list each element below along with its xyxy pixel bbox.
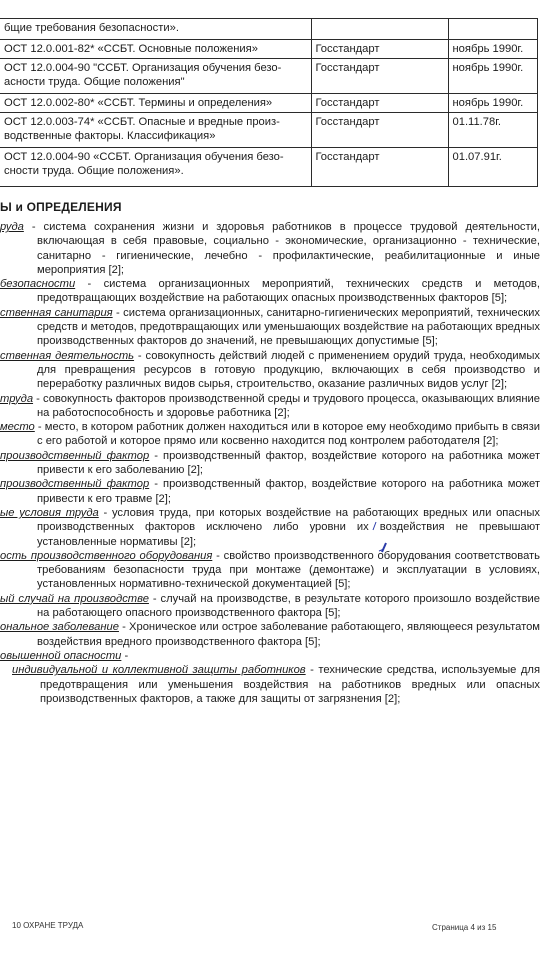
definition-item: [0, 449, 540, 478]
table-row: [0, 148, 537, 187]
definition-text: - случай на производстве, в результате которого произошло воздействие на работающего опасного производственного фактора [5];: [37, 592, 541, 620]
definitions-list: [0, 220, 540, 706]
definition-text: -: [121, 649, 129, 662]
table-cell-org: Госстандарт: [311, 113, 448, 148]
definition-term: руда: [0, 221, 24, 233]
definition-text: - место, в котором работник должен находиться или в которое ему необходимо прибыть в связи с его работой и которое прямо или косвенно находится под контролем работодателя [2];: [34, 421, 540, 448]
definition-text: - совокупность факторов производственной среды и трудового процесса, оказывающих влияние на работоспособность и здоровье работника [2];: [33, 392, 540, 419]
definition-text: - технические средства, используемые для предотвращения или уменьшения воздействия на работников вредных или опасных производственных факторов, а также для защиты от загрязнения [2];: [40, 664, 541, 705]
definition-item: [0, 349, 540, 392]
table-row: [0, 94, 537, 113]
table-cell-doc: ОСТ 12.0.004-90 «ССБТ. Организация обучения безо- сности труда. Общие положения».: [0, 148, 311, 187]
definition-text: - система организационных мероприятий, технических средств и методов, предотвращающих воздействие на работающих опасных производственных факторов [5];: [37, 278, 540, 305]
definition-item: [0, 663, 540, 706]
footer-left-text: 10 ОХРАНЕ ТРУДА: [12, 921, 84, 930]
table-row: [0, 113, 537, 148]
table-cell-date: ноябрь 1990г.: [448, 94, 537, 113]
definition-item: [0, 649, 540, 663]
table-cell-date: ноябрь 1990г.: [448, 40, 537, 59]
table-row: [0, 19, 537, 40]
definition-text: - система сохранения жизни и здоровья работников в процессе трудовой деятельности, включающая в себя правовые, социально - экономические, организационно - технические, санитарно - гигиенические, лечебно - профилактические, реабилитационные и иные мероприятия [2];: [23, 221, 540, 276]
definition-term: ость производственного оборудования: [0, 549, 213, 562]
definition-text: - производственный фактор, воздействие которого на работника может привести к его травме [2];: [37, 478, 540, 505]
table-cell-date: 01.11.78г.: [448, 113, 537, 148]
definition-item: [0, 306, 540, 349]
definition-item: [0, 592, 540, 621]
definition-item: [0, 277, 540, 306]
definition-term: ственная деятельность: [0, 349, 135, 362]
definition-text: - совокупность действий людей с применением орудий труда, необходимых для превращения ресурсов в готовую продукцию, включающих в себя производство и переработку различных видов сырья, строительство, оказание различных видов услуг [2];: [37, 349, 540, 391]
table-cell-doc: бщие требования безопасности».: [0, 19, 311, 40]
table-row: [0, 40, 537, 59]
definition-item: [0, 477, 540, 506]
definition-term: ые условия труда: [0, 506, 99, 519]
definition-term: место: [0, 421, 35, 434]
table-row: [0, 59, 537, 94]
definition-term: ственная санитария: [0, 306, 113, 319]
definition-item: [0, 620, 540, 649]
table-cell-doc: ОСТ 12.0.001-82* «ССБТ. Основные положения»: [0, 40, 311, 59]
definition-term: индивидуальной и коллективной защиты работников: [12, 664, 306, 677]
table-cell-date: [448, 19, 537, 40]
pen-mark-icon: [370, 518, 400, 558]
definition-text: - Хроническое или острое заболевание работающего, являющееся результатом воздействия вредного производственного фактора [5];: [37, 621, 540, 648]
definition-term: ый случай на производстве: [0, 592, 149, 605]
definition-term: безопасности: [0, 278, 76, 291]
page-number: Страница 4 из 15: [432, 923, 497, 932]
definition-text: - производственный фактор, воздействие которого на работника может привести к его заболеванию [2];: [37, 449, 540, 477]
section-heading: Ы и ОПРЕДЕЛЕНИЯ: [0, 200, 122, 214]
definition-term: труда: [0, 392, 34, 405]
definition-item: [0, 506, 540, 549]
definition-term: производственный фактор: [0, 478, 150, 491]
definition-item: [0, 220, 540, 277]
table-cell-date: ноябрь 1990г.: [448, 59, 537, 94]
definition-text: - условия труда, при которых воздействие на работающих вредных или опасных производственных факторов исключено либо уровни их воздействия не превышают установленные нормативы [2];: [37, 506, 540, 548]
definition-item: [0, 392, 540, 421]
definition-term: ональное заболевание: [0, 621, 119, 634]
table-cell-date: 01.07.91г.: [448, 148, 537, 187]
table-cell-org: Госстандарт: [311, 40, 448, 59]
definition-term: производственный фактор: [0, 449, 150, 462]
table-cell-doc: ОСТ 12.0.003-74* «ССБТ. Опасные и вредные произ- водственные факторы. Классификация»: [0, 113, 311, 148]
table-cell-org: Госстандарт: [311, 94, 448, 113]
standards-table: [0, 18, 538, 187]
table-cell-doc: ОСТ 12.0.004-90 "ССБТ. Организация обучения безо- асности труда. Общие положения": [0, 59, 311, 94]
definition-text: - свойство производственного оборудования соответствовать требованиям безопасности труда при монтаже (демонтаже) и эксплуатации в условиях, установленных нормативно-технической документацией [5];: [37, 549, 541, 591]
definition-item: [0, 549, 540, 592]
definition-text: - система организационных, санитарно-гигиенических мероприятий, технических средств и методов, предотвращающих или уменьшающих воздействие на работающих вредных производственных факторов до значений, не превышающих допустимые [5];: [37, 306, 541, 348]
definition-item: [0, 420, 540, 449]
table-cell-doc: ОСТ 12.0.002-80* «ССБТ. Термины и определения»: [0, 94, 311, 113]
table-cell-org: Госстандарт: [311, 148, 448, 187]
table-cell-org: [311, 19, 448, 40]
definition-term: овышенной опасности: [0, 649, 122, 662]
table-cell-org: Госстандарт: [311, 59, 448, 94]
